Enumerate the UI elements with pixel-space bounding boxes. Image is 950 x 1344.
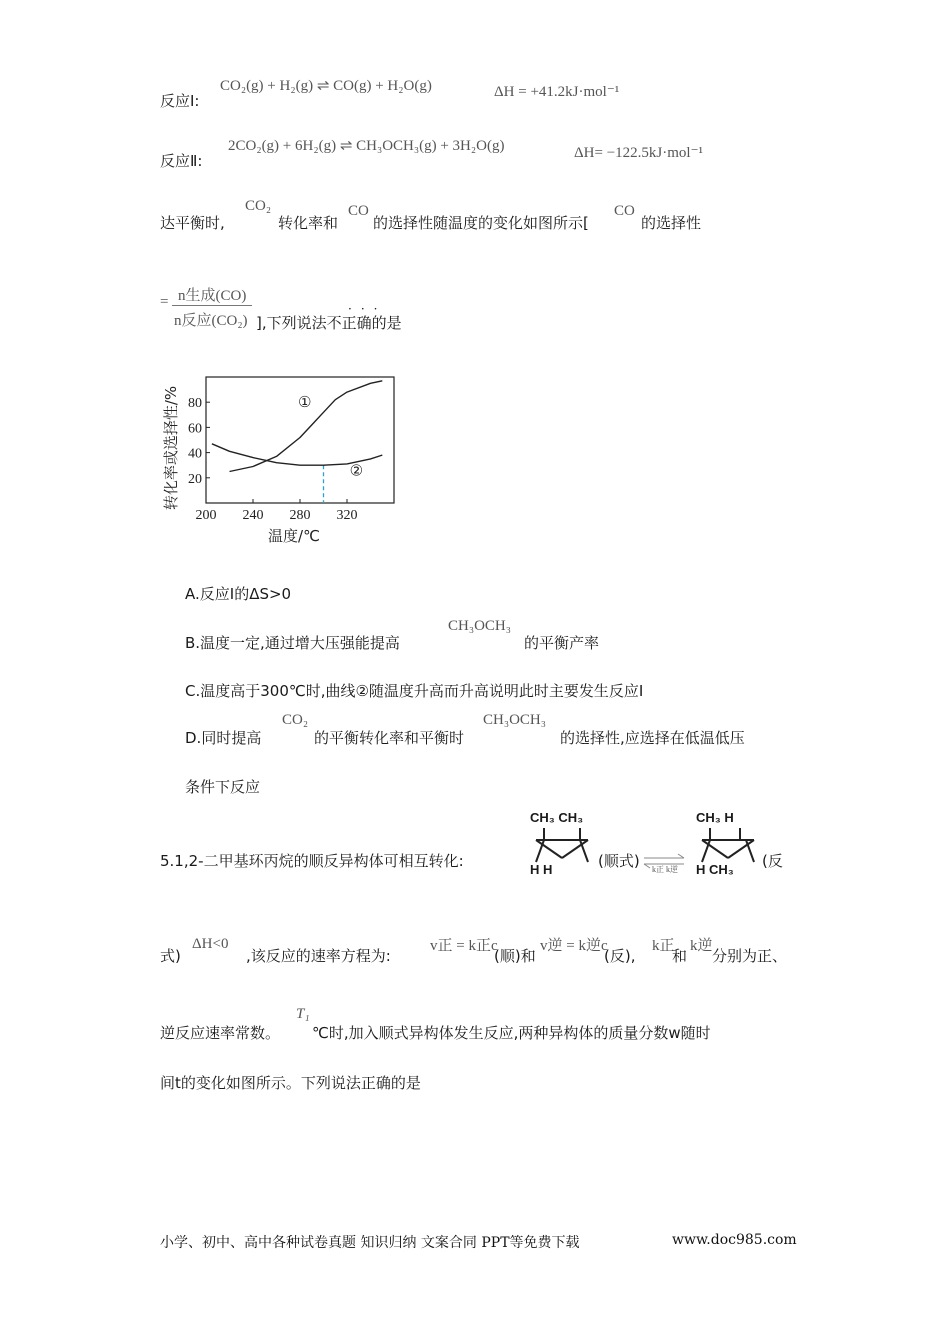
q5-enthalpy: ΔH<0: [192, 936, 229, 952]
x-tick-label: 320: [336, 508, 358, 523]
forward-rate-constant: k正: [652, 938, 675, 954]
option-d-co2: CO₂: [282, 712, 309, 728]
series-label-1: ①: [297, 393, 312, 412]
x-tick-label: 280: [289, 508, 311, 523]
reverse-rate-constant: k逆: [690, 938, 713, 954]
q5-line2-d: (反),: [604, 947, 636, 965]
q5-line2-e: 和: [672, 947, 688, 965]
intro-text-4: 的选择性: [641, 214, 702, 232]
reverse-rate-equation: v逆 = k逆c: [540, 938, 608, 954]
x-axis-label: 温度/℃: [268, 527, 320, 545]
trans-label: (反: [762, 852, 783, 870]
equilibrium-rate-constants: k正 k逆: [652, 865, 678, 874]
option-d-text-1: D.同时提高: [185, 729, 262, 747]
series-label-2: ②: [349, 461, 364, 480]
q5-text-1: 5.1,2-二甲基环丙烷的顺反异构体可相互转化:: [160, 852, 464, 870]
x-tick-label: 240: [242, 508, 264, 523]
fraction-denominator: n反应(CO₂): [174, 313, 248, 329]
cis-bottom-groups: H H: [530, 862, 553, 877]
q5-line3-b: ℃时,加入顺式异构体发生反应,两种异构体的质量分数w随时: [312, 1024, 711, 1042]
intro-text-2: 转化率和: [278, 214, 339, 232]
q5-line3-a: 逆反应速率常数。: [160, 1024, 281, 1042]
fraction-bar: [172, 305, 252, 306]
cis-top-groups: CH₃ CH₃: [530, 810, 584, 825]
x-tick-label: 200: [195, 508, 217, 523]
forward-rate-equation: v正 = k正c: [430, 938, 498, 954]
cis-label: (顺式): [598, 852, 640, 870]
emphasis-dots: ···: [348, 302, 387, 316]
y-tick-label: 40: [188, 446, 202, 462]
footer-url: www.doc985.com: [672, 1232, 797, 1248]
conversion-selectivity-chart: [160, 365, 410, 550]
reaction1-equation: CO₂(g) + H₂(g) ⇌ CO(g) + H₂O(g): [220, 78, 432, 94]
option-b-text-1: B.温度一定,通过增大压强能提高: [185, 634, 400, 652]
reaction2-label: 反应Ⅱ:: [160, 152, 203, 170]
option-d-text-3: 的选择性,应选择在低温低压: [560, 729, 745, 747]
q5-line2-c: (顺)和: [494, 947, 536, 965]
y-tick-label: 60: [188, 421, 202, 437]
q5-temperature-symbol: T₁: [296, 1006, 310, 1022]
option-a: A.反应Ⅰ的ΔS>0: [185, 585, 292, 603]
option-b-text-2: 的平衡产率: [524, 634, 600, 652]
q5-line2-b: ,该反应的速率方程为:: [246, 947, 391, 965]
reaction1-label: 反应Ⅰ:: [160, 92, 200, 110]
trans-cyclopropane-structure: [696, 826, 764, 866]
intro-text-1: 达平衡时,: [160, 214, 225, 232]
reaction2-equation: 2CO₂(g) + 6H₂(g) ⇌ CH₃OCH₃(g) + 3H₂O(g): [228, 138, 505, 154]
y-axis-label: 转化率或选择性/%: [162, 385, 180, 511]
option-d-text-2: 的平衡转化率和平衡时: [314, 729, 465, 747]
fraction-numerator: n生成(CO): [178, 288, 247, 304]
intro-text-5: ],下列说法不正确的是: [256, 314, 402, 332]
intro-co-b: CO: [614, 203, 635, 219]
footer-text: 小学、初中、高中各种试卷真题 知识归纳 文案合同 PPT等免费下载: [160, 1235, 580, 1251]
option-c: C.温度高于300℃时,曲线②随温度升高而升高说明此时主要发生反应Ⅰ: [185, 682, 644, 700]
y-tick-label: 20: [188, 471, 202, 487]
option-b-molecule: CH₃OCH₃: [448, 618, 511, 634]
q5-line2-f: 分别为正、: [712, 947, 788, 965]
trans-top-groups: CH₃ H: [696, 810, 734, 825]
y-tick-label: 80: [188, 396, 202, 412]
option-d-text-4: 条件下反应: [185, 778, 261, 796]
intro-co: CO: [348, 203, 369, 219]
trans-bottom-groups: H CH₃: [696, 862, 734, 877]
q5-line2-a: 式): [160, 947, 181, 965]
option-d-molecule: CH₃OCH₃: [483, 712, 546, 728]
reaction2-enthalpy: ΔH= −122.5kJ·mol⁻¹: [574, 145, 703, 161]
intro-text-3: 的选择性随温度的变化如图所示[: [373, 214, 589, 232]
q5-line4: 间t的变化如图所示。下列说法正确的是: [160, 1074, 421, 1092]
cis-cyclopropane-structure: [530, 826, 598, 866]
fraction-equals: =: [160, 294, 169, 310]
reaction1-enthalpy: ΔH = +41.2kJ·mol⁻¹: [494, 84, 620, 100]
intro-co2: CO₂: [245, 198, 272, 214]
